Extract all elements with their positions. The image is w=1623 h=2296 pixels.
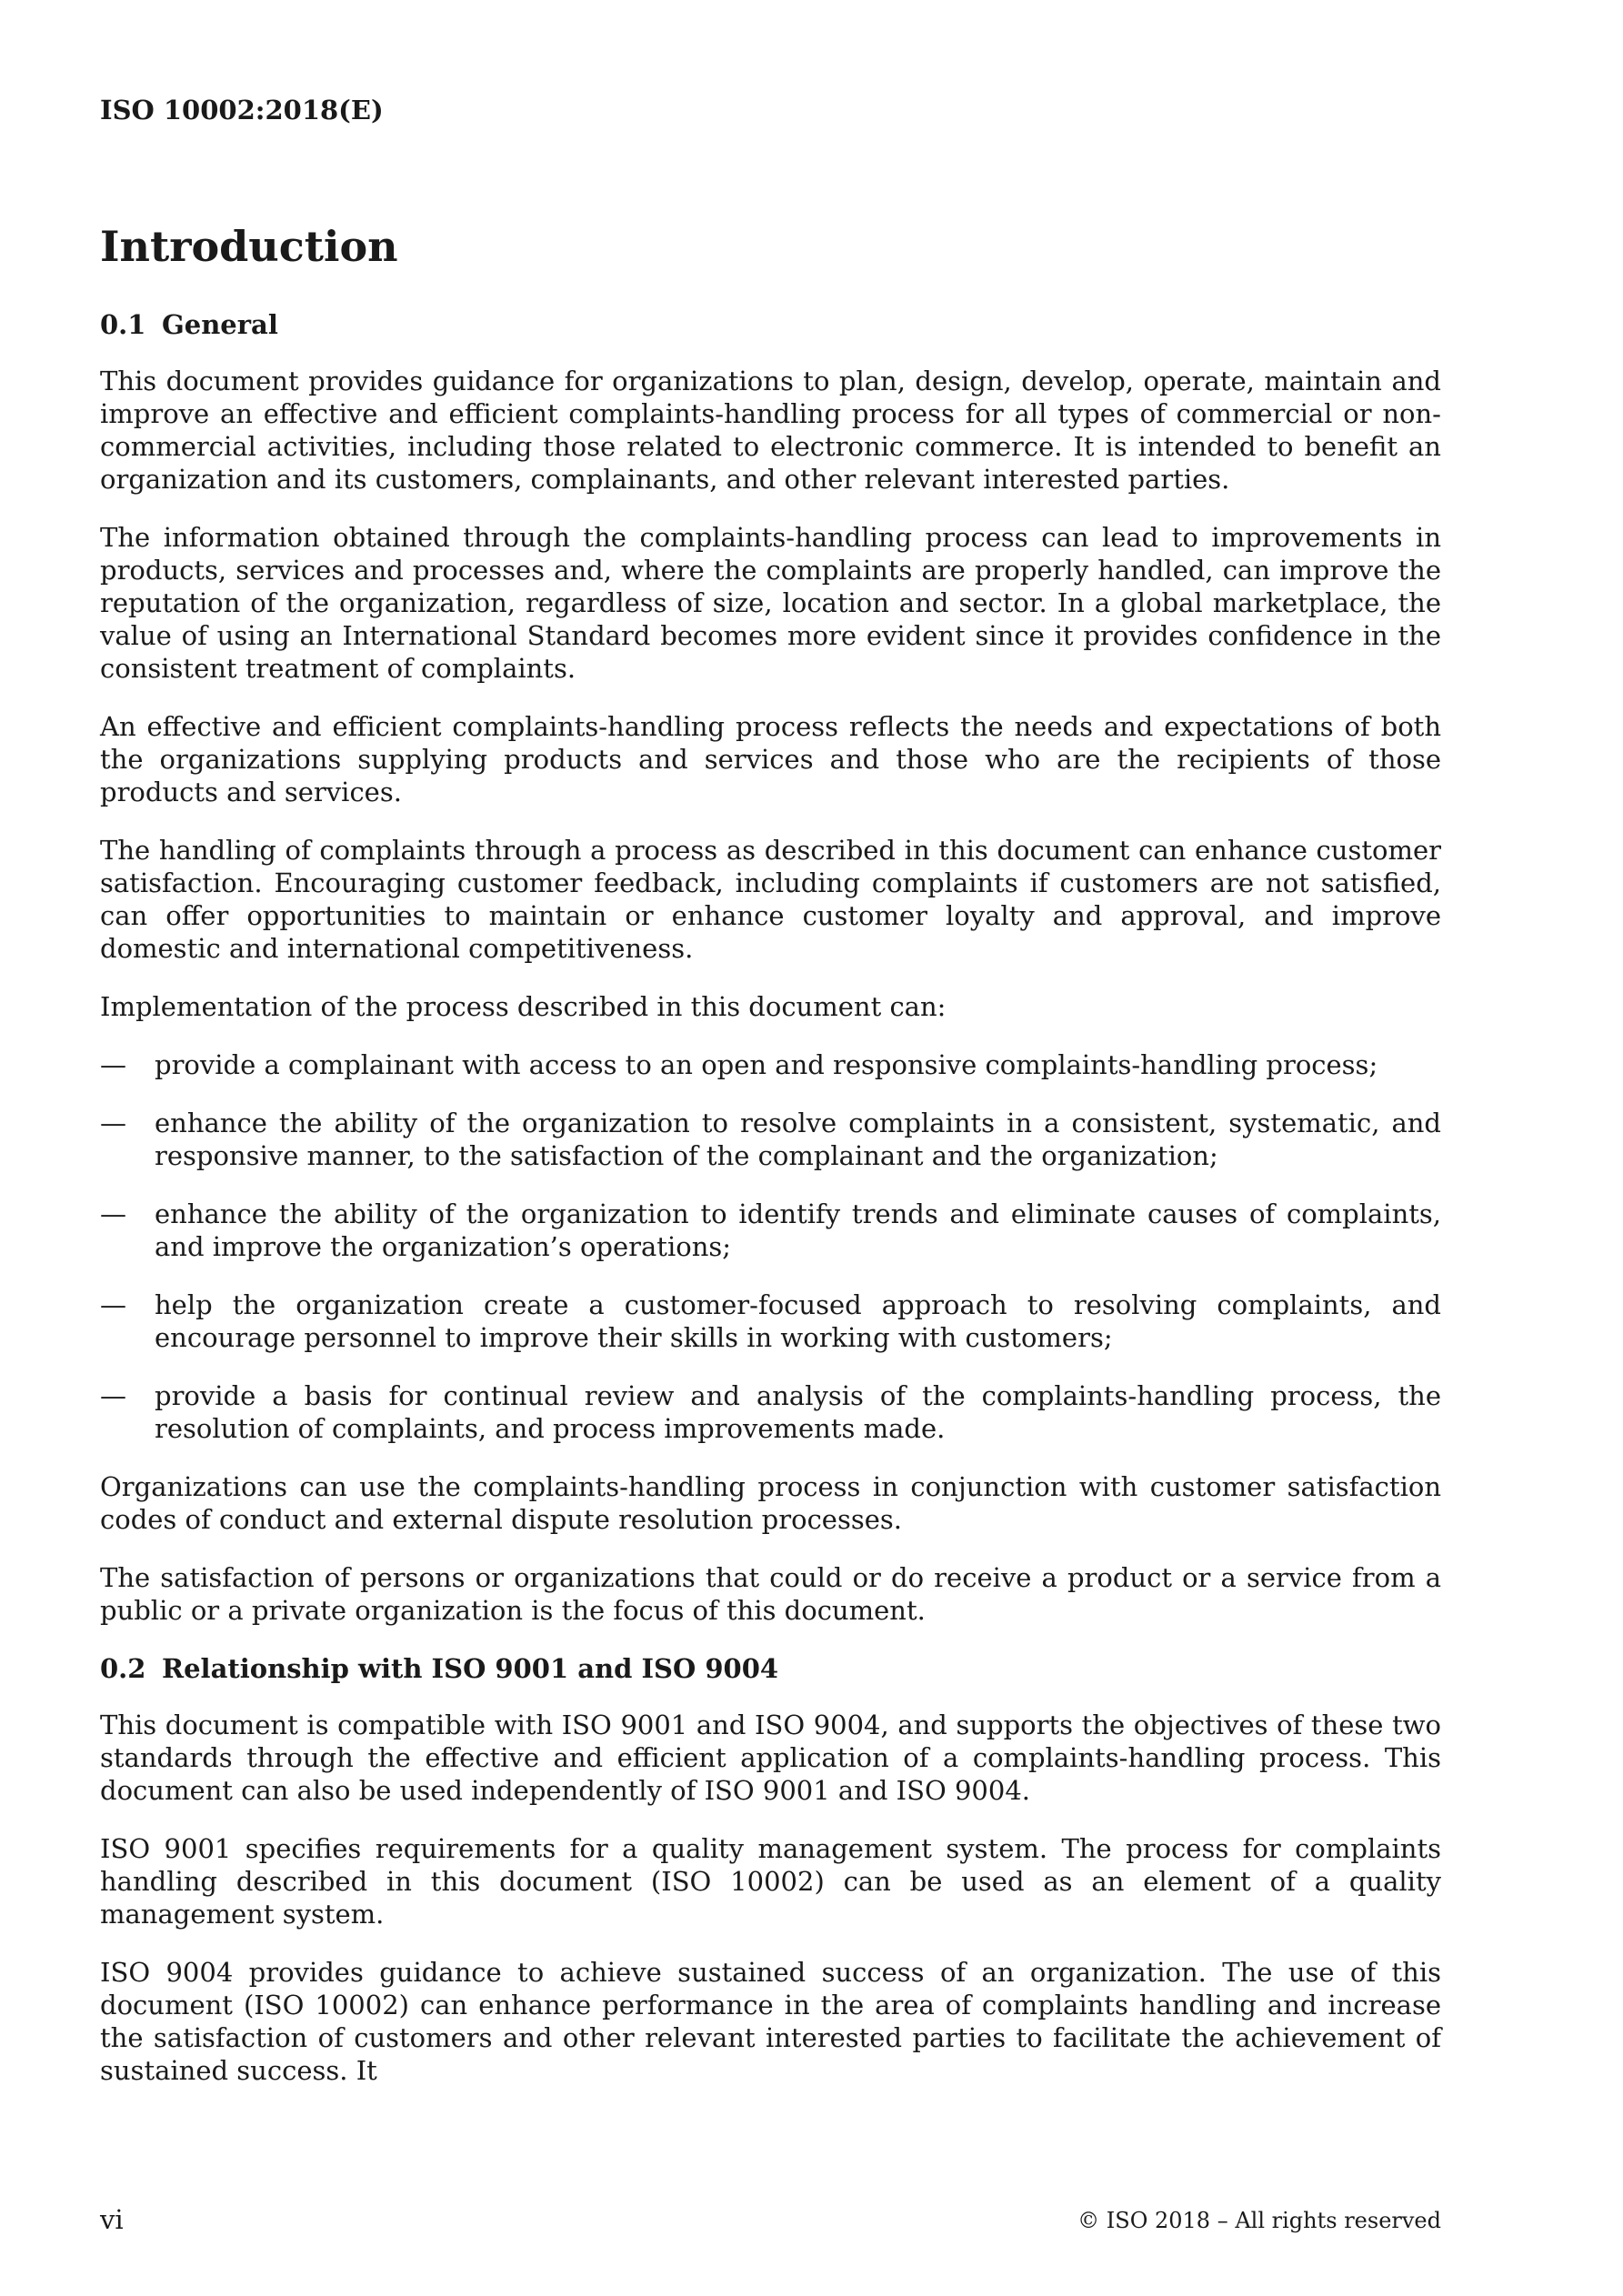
list-item (100, 1198, 1441, 1263)
dash-bullet: — (100, 1048, 126, 1080)
page-footer (100, 2204, 1441, 2241)
dash-bullet: — (100, 1198, 126, 1229)
section-number: 0.2 (100, 1652, 146, 1684)
paragraph: The handling of complaints through a process as described in this document can enhance customer satisfaction. Encouraging customer feedback, including complaints if customers are not satisfied, can offer opportunities to maintain or enhance customer loyalty and approval, and improve domestic and international competitiveness. (100, 834, 1441, 964)
implementation-list (100, 1048, 1441, 1445)
dash-bullet: — (100, 1107, 126, 1138)
list-item-text: enhance the ability of the organization to identify trends and eliminate causes of complaints, and improve the organization’s operations; (155, 1198, 1441, 1262)
section-title: General (162, 309, 278, 341)
page-content (100, 222, 1441, 2112)
page-number: vi (100, 2204, 124, 2235)
list-item-text: provide a basis for continual review and analysis of the complaints-handling process, the resolution of complaints, and process improvements made. (155, 1379, 1441, 1444)
list-item (100, 1107, 1441, 1172)
copyright-notice: © ISO 2018 – All rights reserved (1077, 2208, 1441, 2233)
document-id-header: ISO 10002:2018(E) (100, 95, 384, 125)
paragraph: ISO 9001 specifies requirements for a quality management system. The process for complaints handling described in this document (ISO 10002) can be used as an element of a quality management system. (100, 1832, 1441, 1930)
dash-bullet: — (100, 1288, 126, 1320)
page-title: Introduction (100, 222, 398, 271)
section-heading-0-2 (100, 1652, 1441, 1687)
section-title: Relationship with ISO 9001 and ISO 9004 (162, 1652, 779, 1684)
paragraph: The satisfaction of persons or organizations that could or do receive a product or a service from a public or a private organization is the focus of this document. (100, 1561, 1441, 1626)
list-item (100, 1288, 1441, 1354)
paragraph: ISO 9004 provides guidance to achieve sustained success of an organization. The use of this document (ISO 10002) can enhance performance in the area of complaints handling and increase the satisfaction of customers and other relevant interested parties to facilitate the achievement of sustained success. It (100, 1956, 1441, 2086)
dash-bullet: — (100, 1379, 126, 1411)
list-item-text: provide a complainant with access to an open and responsive complaints-handling process; (155, 1048, 1378, 1080)
document-page (100, 0, 1441, 2296)
paragraph: Implementation of the process described in this document can: (100, 990, 947, 1022)
section-heading-0-1 (100, 308, 1441, 343)
paragraph: This document provides guidance for organizations to plan, design, develop, operate, maintain and improve an effective and efficient complaints-handling process for all types of commercial or non-commercial activities, including those related to electronic commerce. It is intended to benefit an organization and its customers, complainants, and other relevant interested parties. (100, 365, 1441, 495)
list-item (100, 1379, 1441, 1445)
list-item-text: help the organization create a customer-focused approach to resolving complaints, and encourage personnel to improve their skills in working with customers; (155, 1288, 1441, 1353)
list-item (100, 1048, 1441, 1081)
section-number: 0.1 (100, 309, 146, 341)
paragraph: An effective and efficient complaints-handling process reflects the needs and expectations of both the organizations supplying products and services and those who are the recipients of those products and services. (100, 710, 1441, 807)
list-item-text: enhance the ability of the organization to resolve complaints in a consistent, systematic, and responsive manner, to the satisfaction of the complainant and the organization; (155, 1107, 1441, 1171)
paragraph: This document is compatible with ISO 9001 and ISO 9004, and supports the objectives of these two standards through the effective and efficient application of a complaints-handling process. This document can also be used independently of ISO 9001 and ISO 9004. (100, 1709, 1441, 1806)
paragraph: Organizations can use the complaints-handling process in conjunction with customer satisfaction codes of conduct and external dispute resolution processes. (100, 1470, 1441, 1535)
paragraph: The information obtained through the complaints-handling process can lead to improvements in products, services and processes and, where the complaints are properly handled, can improve the reputation of the organization, regardless of size, location and sector. In a global marketplace, the value of using an International Standard becomes more evident since it provides confidence in the consistent treatment of complaints. (100, 521, 1441, 684)
